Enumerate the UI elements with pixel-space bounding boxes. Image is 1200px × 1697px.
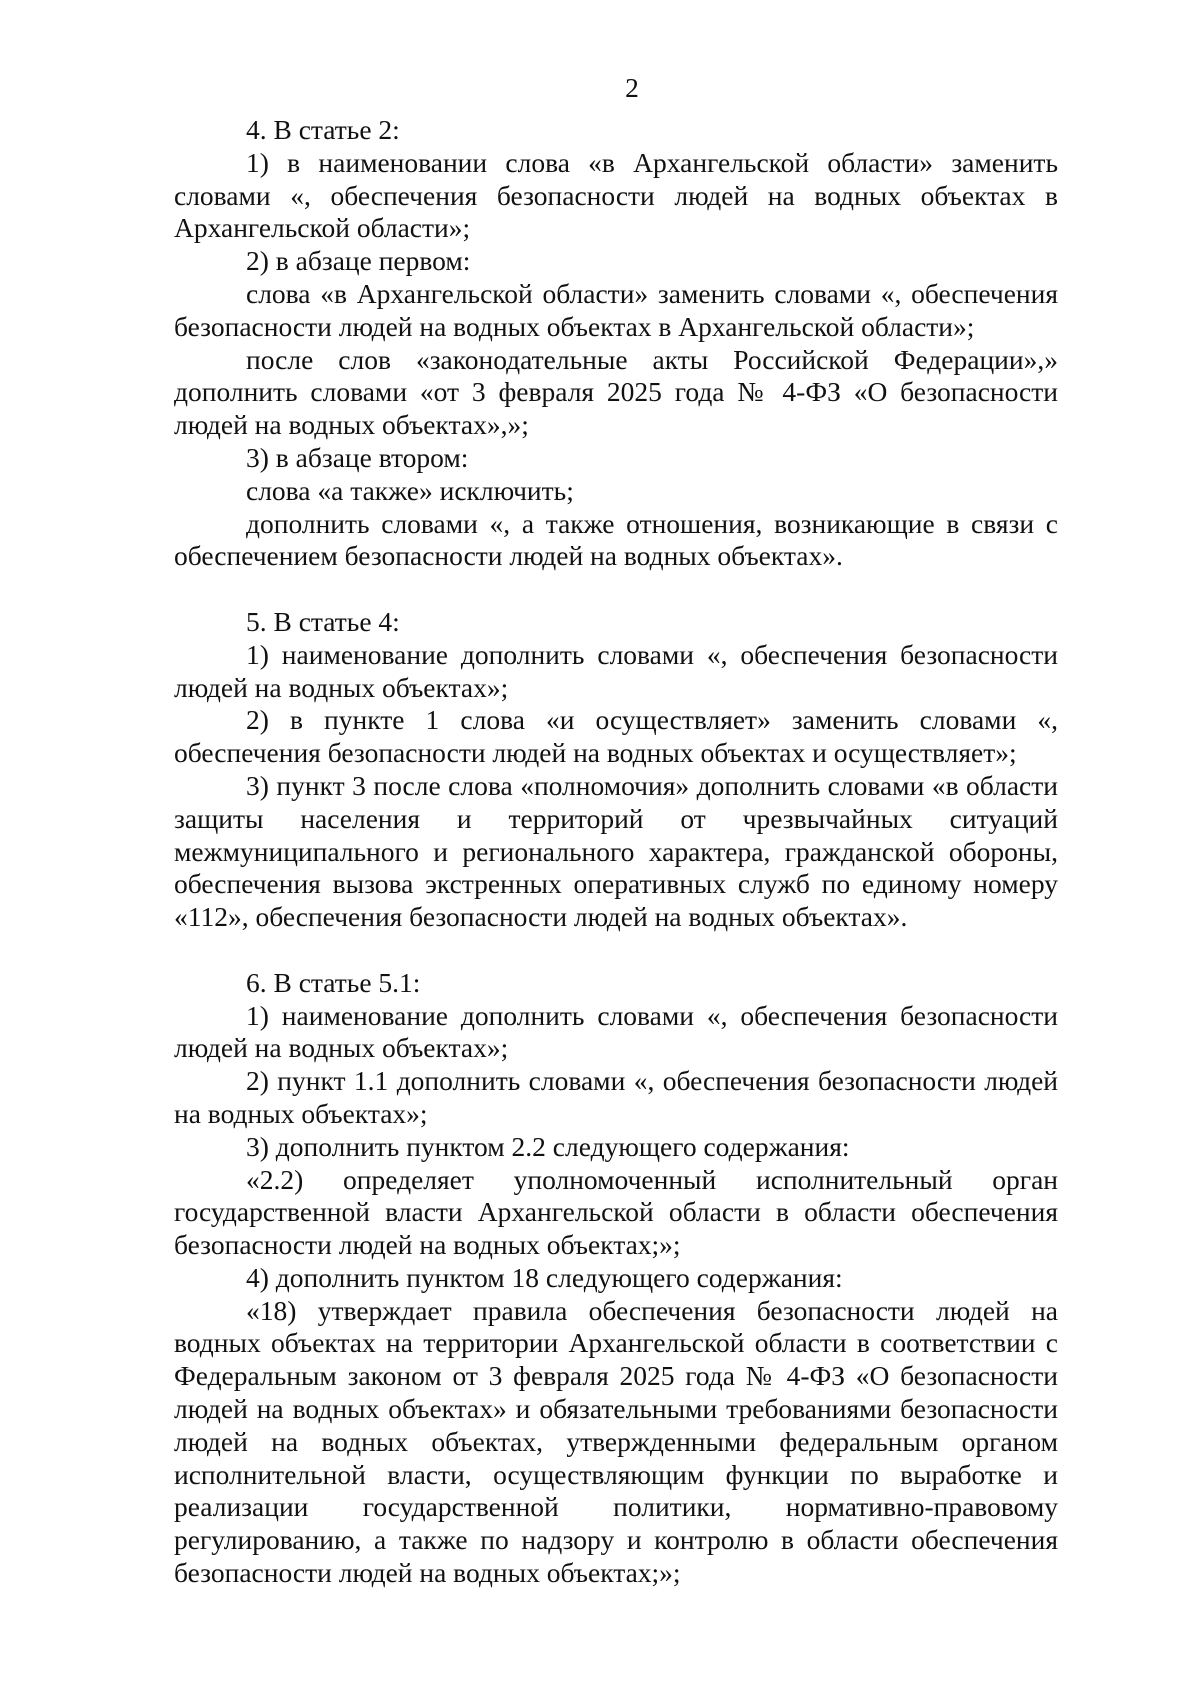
page-number: 2 [625, 72, 639, 103]
paragraph: 2) в пункте 1 слова «и осуществляет» заменить словами «, обеспечения безопасности людей на водных объектах и осуществляет»; [174, 704, 1058, 769]
section-heading: 4. В статье 2: [246, 114, 400, 145]
section-article-4 [174, 606, 1058, 934]
paragraph: слова «в Архангельской области» заменить словами «, обеспечения безопасности людей на водных объектах в Архангельской области»; [174, 277, 1058, 342]
paragraph: 3) в абзаце втором: [246, 441, 469, 473]
paragraph: 3) пункт 3 после слова «полномочия» дополнить словами «в области защиты населения и территорий от чрезвычайных ситуаций межмуниципального и регионального характера, гражданской обороны, обеспечения вызова экстренных оперативных служб по единому номеру «112», обеспечения безопасности людей на водных объектах». [174, 769, 1058, 933]
paragraph: слова «а также» исключить; [246, 474, 574, 506]
paragraph: 4) дополнить пунктом 18 следующего содержания: [246, 1261, 843, 1293]
section-article-5-1 [174, 967, 1058, 1590]
paragraph: после слов «законодательные акты Российской Федерации»,» дополнить словами «от 3 февраля 2025 года № 4-ФЗ «О безопасности людей на водных объектах»,»; [174, 343, 1058, 441]
paragraph: «2.2) определяет уполномоченный исполнительный орган государственной власти Архангельской области в области обеспечения безопасности людей на водных объектах;»; [174, 1163, 1058, 1261]
paragraph: 2) пункт 1.1 дополнить словами «, обеспечения безопасности людей на водных объектах»; [174, 1065, 1058, 1129]
document-body [174, 114, 1058, 1590]
section-heading: 6. В статье 5.1: [246, 966, 421, 998]
paragraph: «18) утверждает правила обеспечения безопасности людей на водных объектах на территории Архангельской области в соответствии с Федеральным законом от 3 февраля 2025 года № 4-ФЗ «О безопасности людей на водных объектах» и обязательными требованиями безопасности людей на водных объектах, утвержденными федеральным органом исполнительной власти, осуществляющим функции по выработке и реализации государственной политики, нормативно-правовому регулированию, а также по надзору и контролю в области обеспечения безопасности людей на водных объектах;»; [174, 1294, 1058, 1589]
paragraph: дополнить словами «, а также отношения, возникающие в связи с обеспечением безопасности людей на водных объектах». [174, 507, 1058, 572]
section-article-2 [174, 114, 1058, 573]
paragraph: 1) в наименовании слова «в Архангельской области» заменить словами «, обеспечения безопасности людей на водных объектах в Архангельской области»; [174, 146, 1058, 244]
paragraph: 1) наименование дополнить словами «, обеспечения безопасности людей на водных объектах»; [174, 638, 1058, 703]
section-spacer [174, 934, 1058, 967]
paragraph: 3) дополнить пунктом 2.2 следующего содержания: [246, 1130, 850, 1162]
paragraph: 1) наименование дополнить словами «, обеспечения безопасности людей на водных объектах»; [174, 999, 1058, 1064]
section-spacer [174, 573, 1058, 606]
paragraph: 2) в абзаце первом: [246, 245, 471, 277]
section-heading: 5. В статье 4: [246, 605, 400, 637]
